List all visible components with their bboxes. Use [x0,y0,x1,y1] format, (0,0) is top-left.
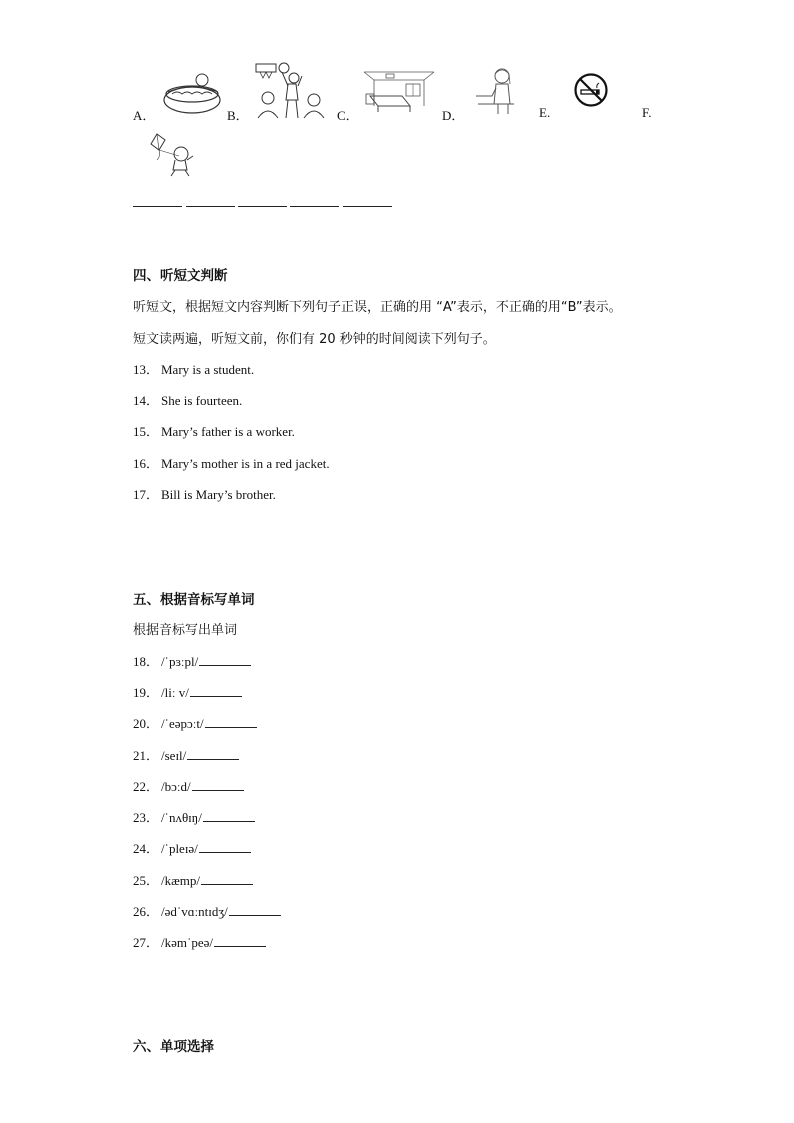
question-19: 19． /liː v/ [133,682,242,701]
section-5-heading: 五、根据音标写单词 [133,592,255,608]
answer-blank-1[interactable] [133,206,182,207]
option-label-f: F. [642,105,652,120]
basketball-players-icon [254,62,328,120]
question-20: 20． /ˈeəpɔːt/ [133,713,257,732]
question-25: 25． /kæmp/ [133,870,253,889]
answer-blank-5[interactable] [343,206,392,207]
option-label-a: A． [133,108,156,123]
section-4-heading: 四、听短文判断 [133,268,228,284]
question-27: 27． /kəmˈpeə/ [133,932,266,951]
question-23: 23． /ˈnʌθɪŋ/ [133,807,255,826]
answer-blank-19[interactable] [190,686,242,697]
girl-with-laptop-icon [474,66,518,116]
section-4-instruction-1: 听短文，根据短文内容判断下列句子正误，正确的用 “A”表示，不正确的用“B”表示。 [133,300,622,315]
question-15: 15． Mary’s father is a worker. [133,424,295,439]
hot-dog-icon [160,72,224,118]
answer-blank-3[interactable] [238,206,287,207]
option-label-c: C． [337,108,359,123]
question-24: 24． /ˈpleɪə/ [133,838,251,857]
question-18: 18． /ˈpɜːpl/ [133,651,251,670]
question-17: 17． Bill is Mary’s brother. [133,487,276,502]
answer-blank-22[interactable] [192,780,244,791]
answer-blank-20[interactable] [205,717,257,728]
kite-boy-icon [145,132,197,178]
answer-blank-21[interactable] [187,749,239,760]
question-22: 22． /bɔːd/ [133,776,244,795]
answer-blank-2[interactable] [186,206,235,207]
answer-blank-24[interactable] [199,842,251,853]
answer-blank-25[interactable] [201,874,253,885]
option-label-b: B． [227,108,249,123]
option-label-d: D． [442,108,465,123]
section-4-instruction-2: 短文读两遍，听短文前，你们有 20 秒钟的时间阅读下列句子。 [133,332,496,347]
answer-blank-4[interactable] [290,206,339,207]
no-smoking-icon [573,72,609,108]
question-13: 13． Mary is a student. [133,362,255,377]
option-label-e: E. [539,105,551,120]
question-21: 21． /seɪl/ [133,745,239,764]
bedroom-icon [362,66,436,116]
question-16: 16． Mary’s mother is in a red jacket. [133,456,330,471]
answer-blank-23[interactable] [203,811,255,822]
section-6-heading: 六、单项选择 [133,1039,214,1055]
answer-blank-18[interactable] [199,655,251,666]
answer-blank-26[interactable] [229,905,281,916]
question-26: 26． /ədˈvɑːntɪdʒ/ [133,901,281,920]
section-5-instruction: 根据音标写出单词 [133,623,238,638]
question-14: 14． She is fourteen. [133,393,243,408]
answer-blank-27[interactable] [214,936,266,947]
